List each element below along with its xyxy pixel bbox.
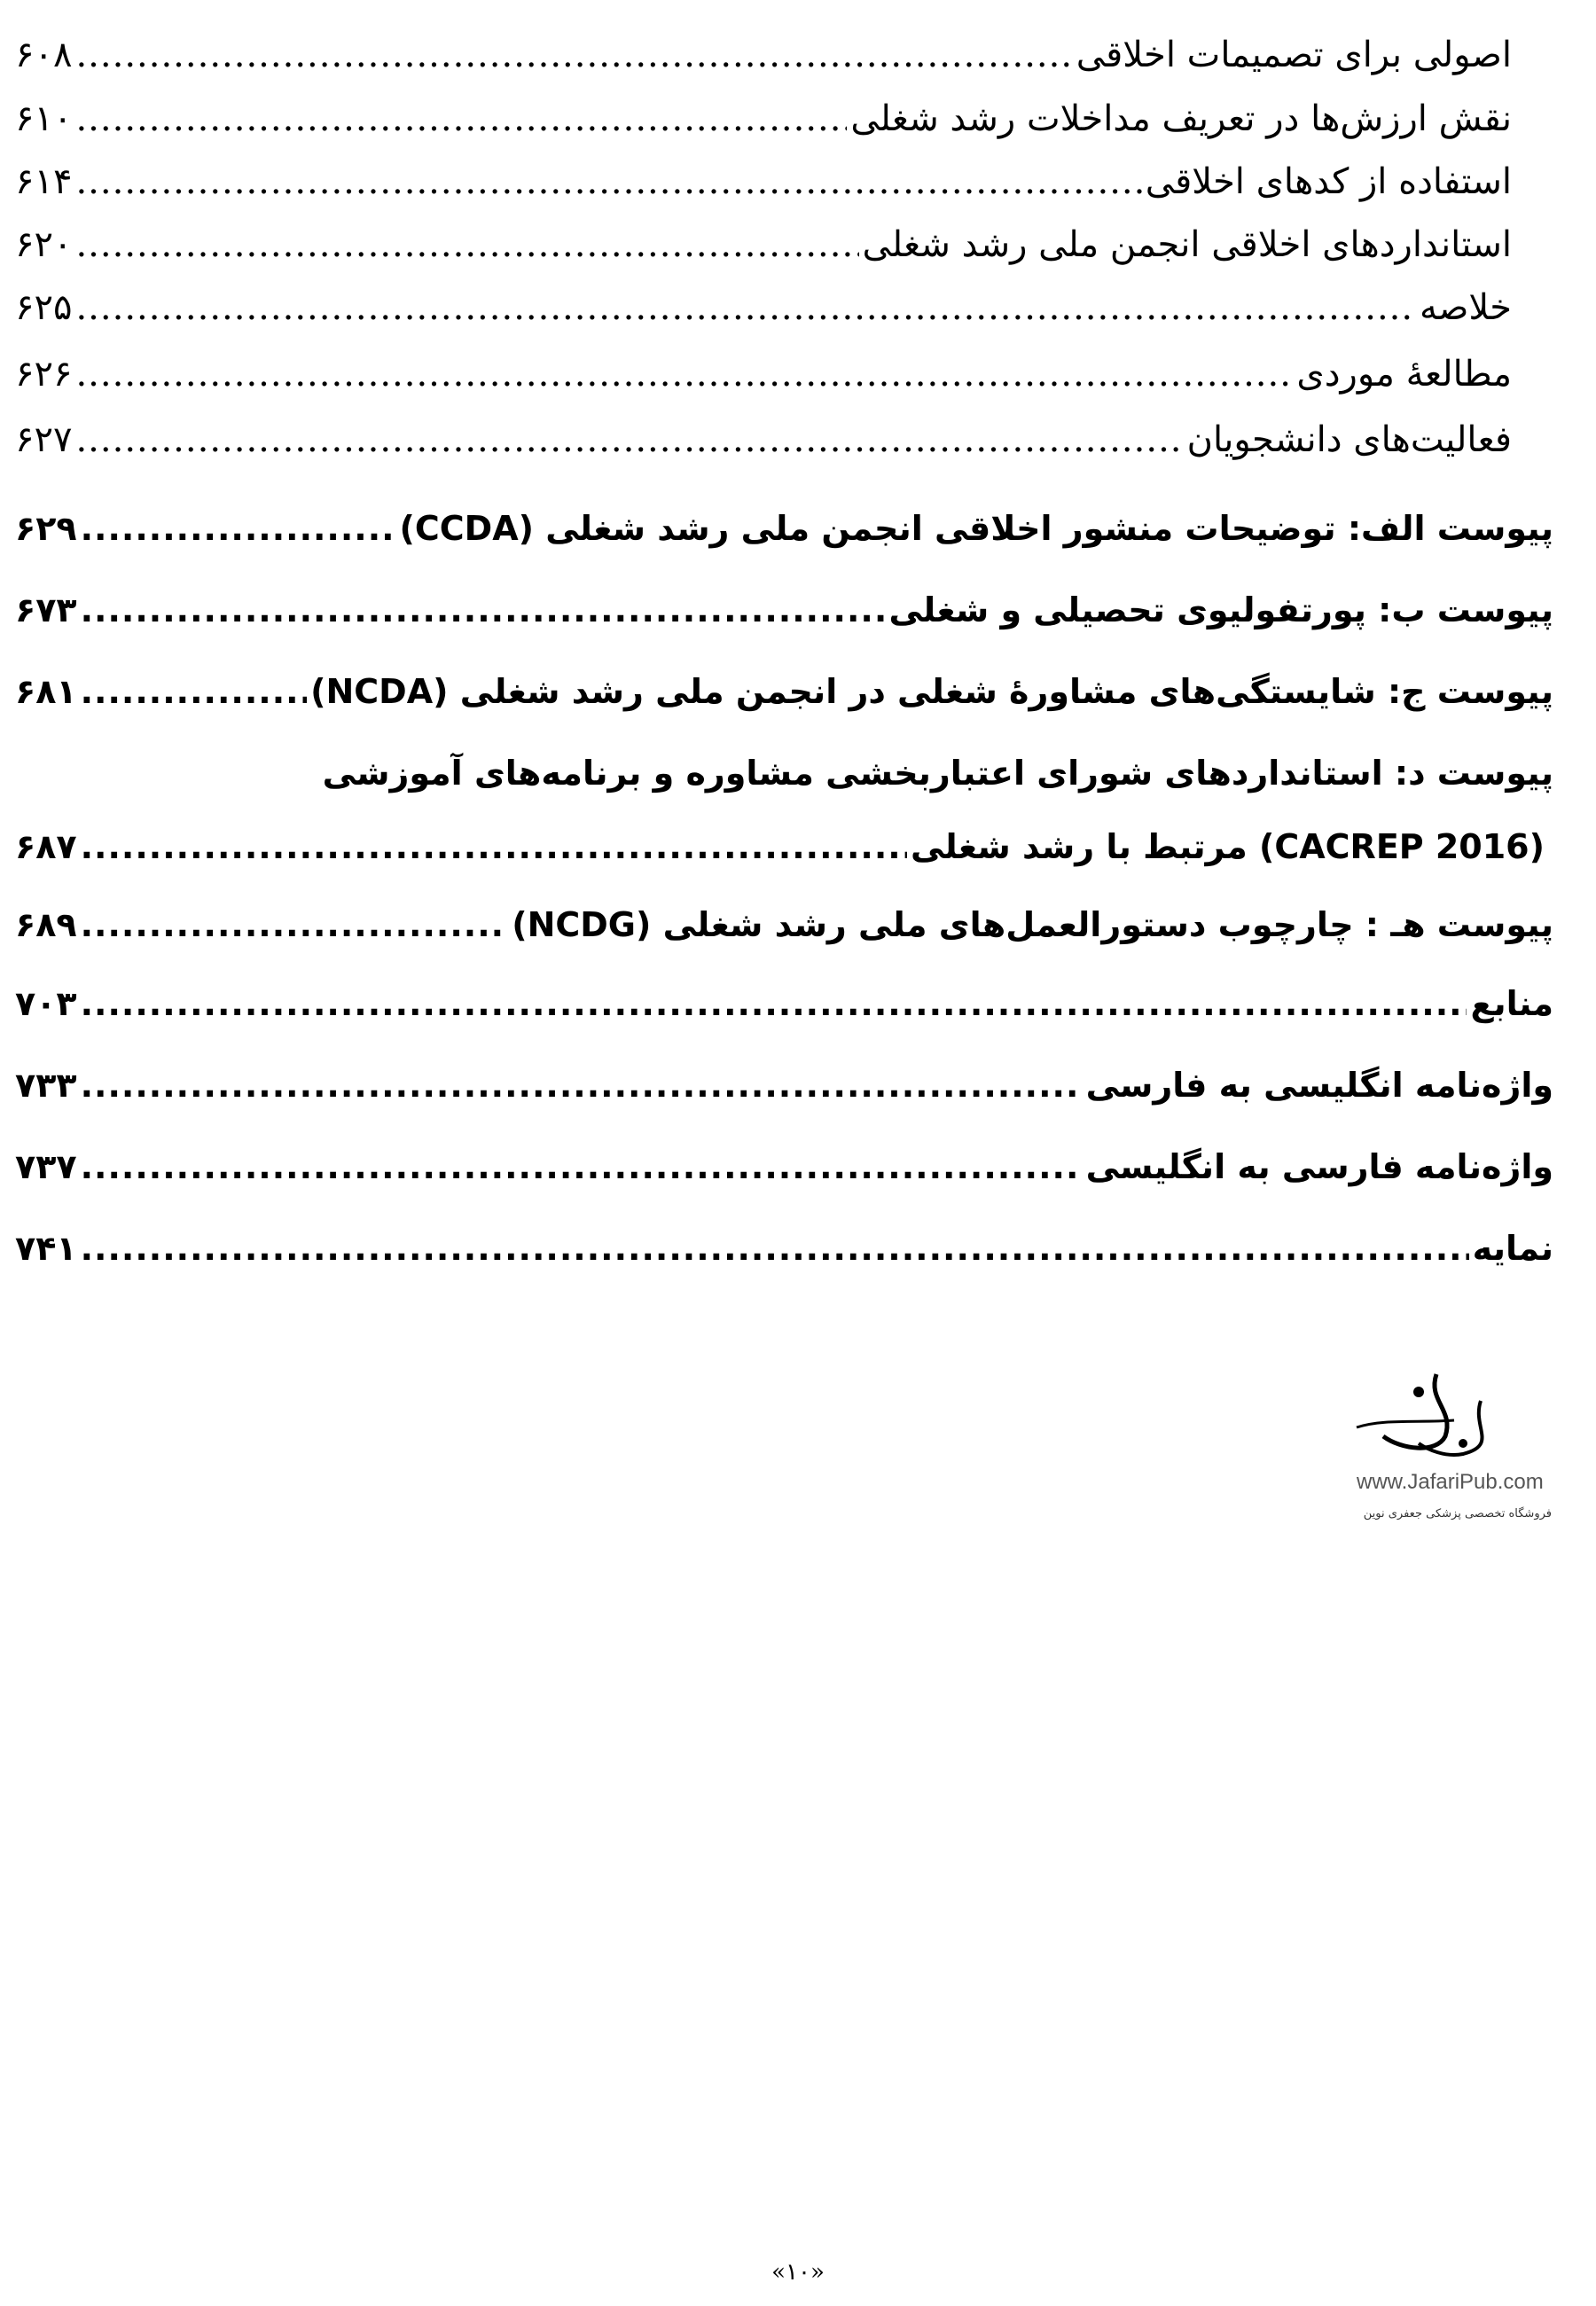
calligraphy-logo-icon — [1321, 1365, 1525, 1463]
entry-page: ۶۲۷ — [15, 419, 73, 460]
publisher-watermark-logo — [1321, 1365, 1552, 1534]
dot-leader — [75, 151, 1141, 213]
dot-leader — [81, 1136, 1083, 1198]
dot-leader — [75, 214, 858, 276]
toc-entry[interactable] — [15, 816, 1545, 878]
dot-leader — [81, 894, 509, 956]
entry-page: ۶۸۷ — [15, 827, 77, 866]
entry-title-continuation: (CACREP 2016) مرتبط با رشد شغلی — [910, 827, 1545, 866]
dot-leader — [81, 1217, 1469, 1279]
toc-entry[interactable] — [15, 214, 1512, 276]
toc-entry[interactable] — [15, 579, 1553, 641]
toc-entry[interactable] — [15, 1136, 1553, 1198]
dot-leader — [81, 661, 308, 723]
dot-leader — [81, 1054, 1083, 1116]
toc-entry[interactable] — [15, 1217, 1553, 1279]
page-number: «۱۰» — [771, 2259, 825, 2286]
entry-page: ۶۲۹ — [15, 509, 77, 548]
entry-page: ۷۴۱ — [15, 1229, 77, 1268]
entry-title: نقش ارزش‌ها در تعریف مداخلات رشد شغلی — [850, 98, 1512, 139]
entry-title: پیوست ج: شایستگی‌های مشاورهٔ شغلی در انجمن ملی رشد شغلی (NCDA) — [310, 672, 1553, 711]
entry-page: ۶۸۱ — [15, 672, 77, 711]
entry-title: منابع — [1470, 984, 1553, 1023]
toc-entry[interactable] — [15, 409, 1512, 471]
dot-leader — [75, 24, 1072, 86]
toc-entry[interactable] — [15, 894, 1553, 956]
entry-page: ۶۱۴ — [15, 161, 73, 202]
dot-leader — [81, 973, 1467, 1035]
watermark-url: www.JafariPub.com — [1357, 1470, 1544, 1494]
toc-entry[interactable] — [15, 24, 1512, 86]
entry-title: اصولی برای تصمیمات اخلاقی — [1076, 35, 1512, 75]
toc-entry[interactable] — [15, 277, 1512, 339]
entry-title: پیوست ب: پورتفولیوی تحصیلی و شغلی — [888, 590, 1553, 629]
toc-entry[interactable] — [15, 661, 1553, 723]
entry-page: ۶۱۰ — [15, 98, 73, 139]
entry-title: پیوست هـ : چارچوب دستورالعمل‌های ملی رشد شغلی (NCDG) — [512, 905, 1553, 944]
entry-title: فعالیت‌های دانشجویان — [1186, 419, 1512, 460]
toc-entry[interactable] — [15, 1054, 1553, 1116]
entry-page: ۶۲۰ — [15, 224, 73, 265]
entry-page: ۶۸۹ — [15, 905, 77, 944]
entry-title: نمایه — [1472, 1229, 1553, 1268]
watermark-shop-name: فروشگاه تخصصی پزشکی جعفری نوین — [1363, 1507, 1552, 1520]
entry-title: خلاصه — [1419, 287, 1512, 328]
toc-entry[interactable] — [15, 88, 1512, 150]
entry-title: پیوست الف: توضیحات منشور اخلاقی انجمن ملی رشد شغلی (CCDA) — [399, 509, 1553, 548]
entry-page: ۶۷۳ — [15, 590, 77, 629]
entry-title: واژه‌نامه فارسی به انگلیسی — [1085, 1147, 1553, 1186]
entry-title: استفاده از کدهای اخلاقی — [1145, 161, 1512, 202]
entry-title: مطالعهٔ موردی — [1296, 354, 1512, 395]
entry-page: ۷۳۳ — [15, 1066, 77, 1105]
toc-entry[interactable] — [15, 343, 1512, 405]
toc-entry[interactable] — [15, 151, 1512, 213]
entry-title: استانداردهای اخلاقی انجمن ملی رشد شغلی — [862, 224, 1512, 265]
dot-leader — [75, 409, 1183, 471]
toc-entry[interactable] — [15, 497, 1553, 559]
entry-page: ۶۰۸ — [15, 35, 73, 75]
toc-entry[interactable] — [15, 973, 1553, 1035]
dot-leader — [81, 579, 886, 641]
entry-page: ۶۲۶ — [15, 354, 73, 395]
dot-leader — [75, 277, 1416, 339]
entry-title: واژه‌نامه انگلیسی به فارسی — [1085, 1066, 1553, 1105]
entry-page: ۷۰۳ — [15, 984, 77, 1023]
entry-page: ۶۲۵ — [15, 287, 73, 328]
dot-leader — [75, 343, 1293, 405]
dot-leader — [81, 497, 396, 559]
entry-page: ۷۳۷ — [15, 1147, 77, 1186]
dot-leader — [81, 816, 907, 878]
entry-title[interactable]: پیوست د: استانداردهای شورای اعتباربخشی مشاوره و برنامه‌های آموزشی — [322, 754, 1553, 793]
dot-leader — [75, 88, 847, 150]
